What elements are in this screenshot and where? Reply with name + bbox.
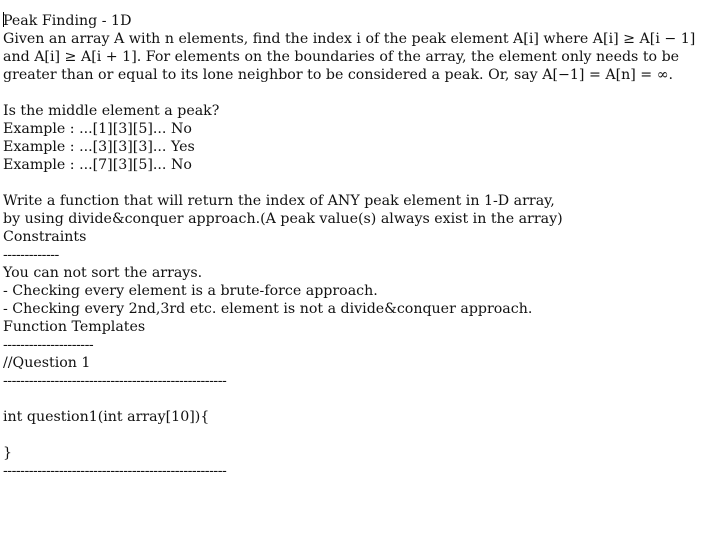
constraints-rule: ------------- (3, 247, 59, 263)
question1-comment: //Question 1 (3, 355, 91, 371)
blank-line (3, 174, 718, 192)
example-line-3: Example : ...[7][3][5]... No (3, 157, 192, 173)
templates-rule: --------------------- (3, 337, 94, 353)
example-line-2: Example : ...[3][3][3]... Yes (3, 139, 195, 155)
templates-heading: Function Templates (3, 319, 146, 335)
blank-line (3, 390, 718, 408)
closing-brace: } (3, 445, 13, 461)
task-line-2: by using divide&conquer approach.(A peak value(s) always exist in the array) (3, 211, 563, 227)
constraint-line-2: - Checking every element is a brute-force approach. (3, 283, 378, 299)
example-line-1: Example : ...[1][3][5]... No (3, 121, 192, 137)
intro-line-2: and A[i] ≥ A[i + 1]. For elements on the boundaries of the array, the element only needs to be (3, 49, 680, 65)
long-rule-bottom: ---------------------------------------------------- (3, 463, 227, 479)
document-body[interactable] (3, 12, 718, 480)
task-line-1: Write a function that will return the index of ANY peak element in 1-D array, (3, 193, 555, 209)
constraints-heading: Constraints (3, 229, 87, 245)
intro-line-3: greater than or equal to its lone neighbor to be considered a peak. Or, say A[−1] = A[n] = ∞. (3, 67, 674, 83)
document-title: Peak Finding - 1D (3, 13, 132, 29)
function-signature: int question1(int array[10]){ (3, 409, 210, 425)
blank-line (3, 426, 718, 444)
blank-line (3, 84, 718, 102)
constraint-line-1: You can not sort the arrays. (3, 265, 203, 281)
intro-line-1: Given an array A with n elements, find the index i of the peak element A[i] where A[i] ≥ A[i − 1] (3, 31, 696, 47)
question-line: Is the middle element a peak? (3, 103, 220, 119)
long-rule-top: ---------------------------------------------------- (3, 373, 227, 389)
constraint-line-3: - Checking every 2nd,3rd etc. element is not a divide&conquer approach. (3, 301, 533, 317)
